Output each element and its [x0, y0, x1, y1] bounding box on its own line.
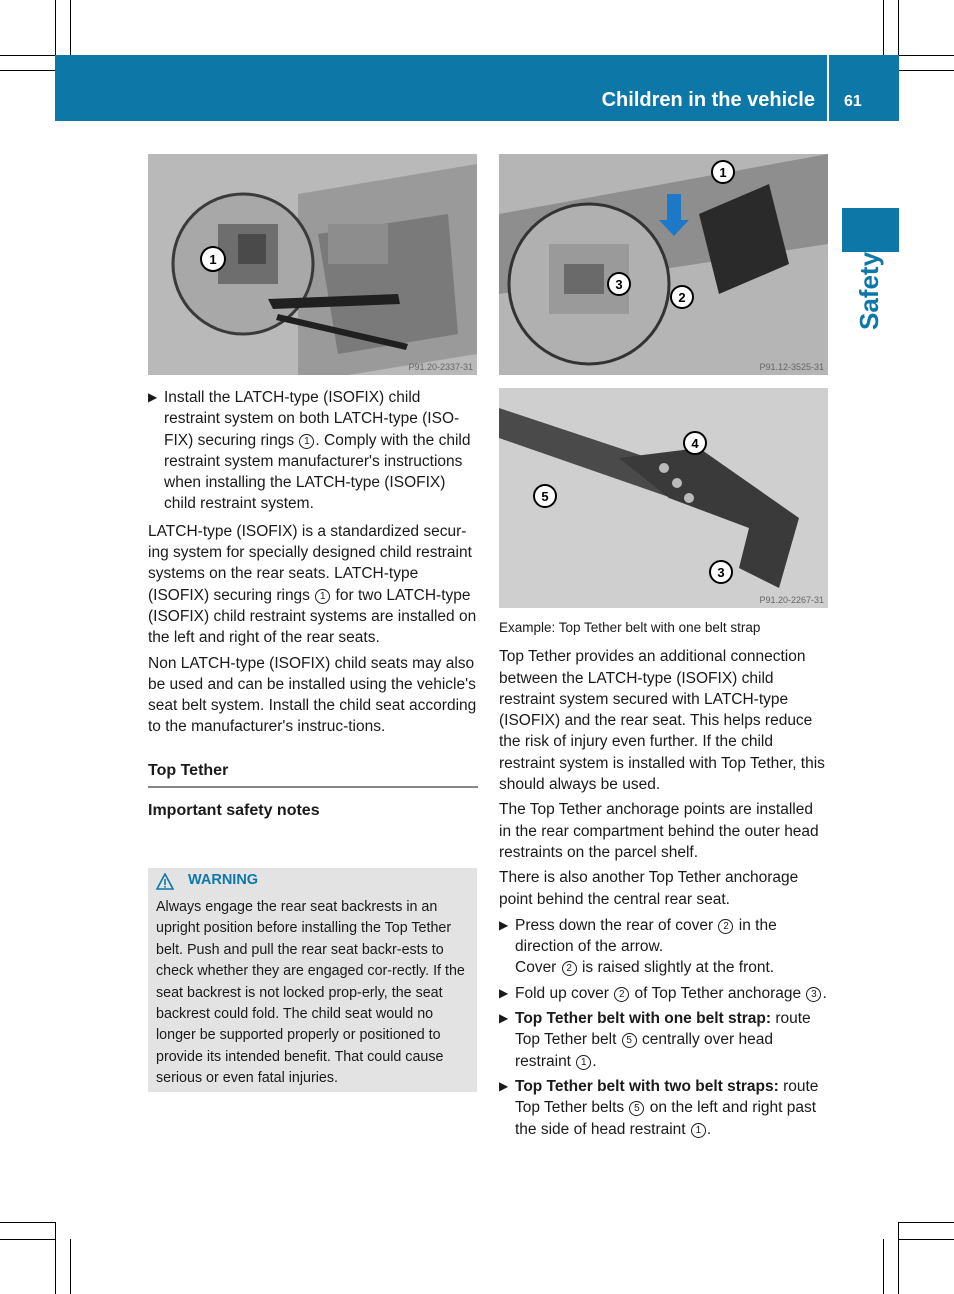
crop-mark	[55, 1222, 56, 1294]
step-label: Top Tether belt with one belt strap:	[515, 1010, 772, 1028]
callout-number: 1	[576, 1055, 591, 1070]
svg-text:2: 2	[678, 290, 686, 305]
step-two-straps	[499, 1076, 829, 1140]
paragraph: There is also another Top Tether anchorage point behind the central rear seat.	[499, 869, 799, 908]
text: Fold up cover	[515, 984, 614, 1002]
text: of Top Tether anchorage	[630, 984, 806, 1002]
text: Install the LATCH-type (ISOFIX) child restraint system on both LATCH-type (ISO-FIX) securing rings	[164, 389, 460, 449]
text: .	[592, 1052, 597, 1070]
crop-mark	[899, 1239, 954, 1240]
section-heading: Top Tether	[148, 761, 229, 779]
text: route Top Tether belts	[515, 1077, 819, 1117]
text: Cover	[515, 959, 561, 977]
header-bar	[55, 55, 899, 121]
crop-mark	[899, 55, 954, 56]
callout-number: 2	[718, 919, 733, 934]
text: centrally over head restraint	[515, 1031, 773, 1070]
svg-text:1: 1	[719, 165, 727, 180]
paragraph: Non LATCH-type (ISOFIX) child seats may also be used and can be installed using the vehicle's seat belt system. Install the child seat according to the manufacturer's instruc-tions.	[148, 654, 477, 736]
crop-mark	[899, 1222, 954, 1223]
crop-mark	[0, 55, 55, 56]
text: is raised slightly at the front.	[577, 959, 775, 977]
figure-anchor-illustration	[499, 154, 828, 375]
callout-number: 1	[315, 589, 330, 604]
step-press-cover	[499, 915, 829, 979]
warning-box	[148, 868, 477, 1092]
callout-number: 1	[299, 434, 314, 449]
callout-number: 2	[614, 987, 629, 1002]
svg-text:3: 3	[717, 565, 725, 580]
figure-isofix-illustration	[148, 154, 477, 375]
crop-mark	[883, 1239, 884, 1294]
subheading: Important safety notes	[148, 802, 320, 820]
arrow-icon: ▶	[499, 1078, 509, 1093]
svg-text:5: 5	[541, 489, 549, 504]
section-title: Children in the vehicle	[601, 89, 815, 111]
paragraph: Top Tether provides an additional connection between the LATCH-type (ISOFIX) child restraint system secured with LATCH-type (ISOFIX) and the rear seat. This helps reduce the risk of injury even further. If the child restraint system is installed with Top Tether, this should always be used.	[499, 648, 825, 794]
callout-number: 1	[691, 1123, 706, 1138]
warning-icon	[156, 873, 174, 890]
page-number: 61	[844, 93, 862, 110]
text: route Top Tether belt	[515, 1010, 811, 1049]
paragraph: The Top Tether anchorage points are installed in the rear compartment behind the outer head restraints on the parcel shelf.	[499, 801, 819, 861]
bullet-install	[148, 387, 478, 515]
step-label: Top Tether belt with two belt straps:	[515, 1077, 779, 1095]
text: .	[706, 1120, 712, 1138]
figure-code: P91.20-2337-31	[408, 362, 473, 372]
paragraph	[148, 521, 478, 649]
crop-mark	[0, 70, 55, 71]
figure-belt-illustration	[499, 388, 828, 608]
text: for two LATCH-type (ISOFIX) child restraint systems are installed on the left and right of the rear seats.	[148, 586, 477, 647]
crop-mark	[0, 1222, 55, 1223]
svg-text:1: 1	[209, 252, 217, 267]
figure-code: P91.20-2267-31	[759, 595, 824, 605]
crop-mark	[55, 0, 56, 55]
arrow-icon: ▶	[499, 985, 509, 1000]
figure-isofix-rings	[148, 154, 477, 375]
crop-mark	[883, 0, 884, 55]
arrow-icon: ▶	[499, 1011, 509, 1026]
left-column	[148, 387, 478, 821]
crop-mark	[898, 1222, 899, 1294]
warning-title: WARNING	[188, 872, 259, 888]
heading-rule	[148, 786, 478, 788]
text: Press down the rear of cover	[515, 916, 718, 934]
callout-number: 3	[806, 987, 821, 1002]
arrow-icon: ▶	[499, 917, 509, 932]
svg-text:4: 4	[691, 436, 699, 451]
crop-mark	[898, 0, 899, 55]
side-tab	[842, 208, 899, 252]
callout-number: 5	[629, 1101, 644, 1116]
crop-mark	[70, 1239, 71, 1294]
crop-mark	[899, 70, 954, 71]
figure-code: P91.12-3525-31	[759, 362, 824, 372]
svg-text:3: 3	[615, 277, 623, 292]
text: LATCH-type (ISOFIX) is a standardized secur-ing system for specially designed child restraint systems on the rear seats. LATCH-type (ISOFIX) securing rings	[148, 522, 472, 604]
figure-caption: Example: Top Tether belt with one belt strap	[499, 620, 761, 635]
text: .	[822, 984, 827, 1002]
crop-mark	[70, 0, 71, 55]
figure-top-tether-anchor	[499, 154, 828, 375]
step-fold-cover	[499, 983, 829, 1004]
callout-number: 2	[562, 961, 577, 976]
header-divider	[827, 55, 829, 121]
side-tab-label: Safety	[854, 251, 884, 330]
text: on the left and right past the side of head restraint	[515, 1099, 817, 1138]
right-column	[499, 617, 829, 1140]
warning-text: Always engage the rear seat backrests in an upright position before installing the Top Tether belt. Push and pull the rear seat backr-ests to check whether they are engaged cor-rectly. If the seat backrest is not locked prop-erly, the seat backrest could fold. The child seat would no longer be supported properly or positioned to provide its intended benefit. That could cause serious or even fatal injuries.	[156, 899, 465, 1087]
text: in the direction of the arrow.	[515, 916, 777, 956]
crop-mark	[0, 1239, 55, 1240]
text: . Comply with the child restraint system manufacturer's instructions when installing the LATCH-type (ISOFIX) child restraint system.	[164, 431, 471, 513]
step-one-strap	[499, 1008, 829, 1072]
callout-number: 5	[622, 1033, 637, 1048]
figure-tether-belt	[499, 388, 828, 608]
arrow-icon: ▶	[148, 390, 158, 404]
